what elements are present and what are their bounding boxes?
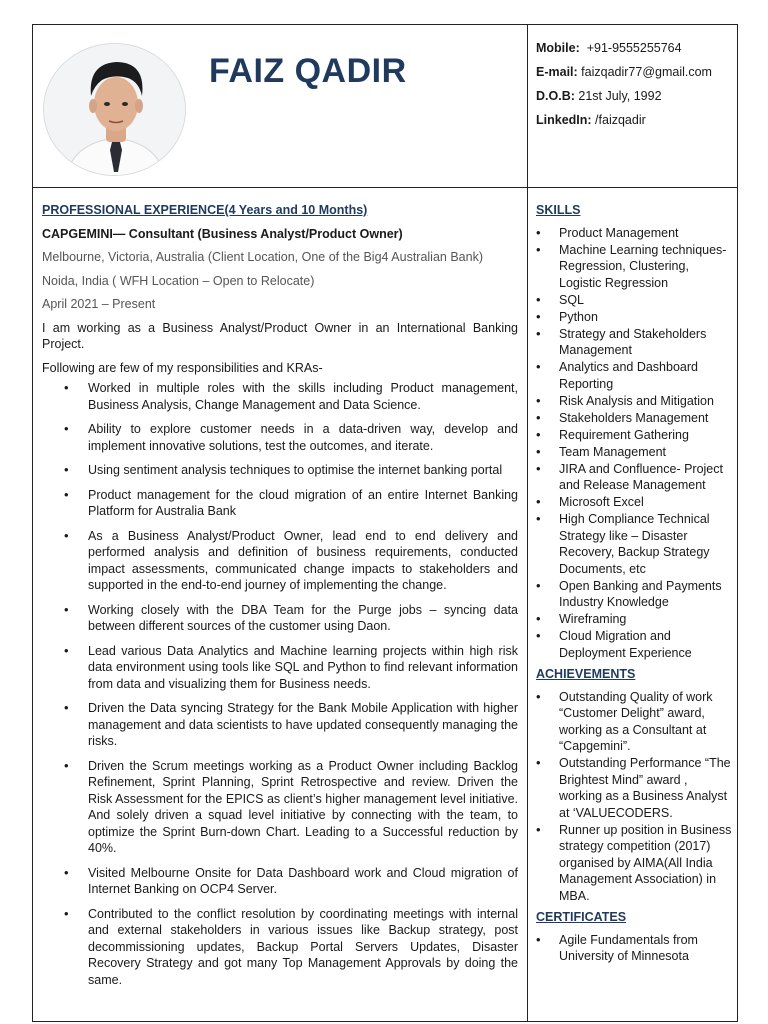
achievements-list — [536, 689, 732, 905]
sidebar-column — [536, 202, 732, 965]
list-item: • Runner up position in Business strategy competition (2017) organised by AIMA(All India Management Association) in MBA. — [536, 822, 732, 905]
email-label: E-mail: — [536, 65, 578, 79]
contact-linkedin — [536, 111, 712, 135]
experience-section — [42, 202, 518, 996]
list-item: • Machine Learning techniques- Regression, Clustering, Logistic Regression — [536, 242, 732, 292]
candidate-name: FAIZ QADIR — [209, 52, 407, 90]
skills-heading: SKILLS — [536, 203, 581, 217]
linkedin-value: /faizqadir — [595, 113, 646, 127]
column-divider — [527, 25, 528, 1021]
contact-mobile — [536, 39, 712, 63]
responsibilities-list — [42, 380, 518, 988]
list-item: • SQL — [536, 292, 732, 309]
list-item: • Microsoft Excel — [536, 494, 732, 511]
person-portrait-icon — [44, 44, 186, 176]
contact-email — [536, 63, 712, 87]
list-item: • Visited Melbourne Onsite for Data Dashboard work and Cloud migration of Internet Banking on OCP4 Server. — [42, 865, 518, 898]
mobile-label: Mobile: — [536, 41, 580, 55]
skills-list — [536, 225, 732, 662]
list-item: • Product management for the cloud migration of an entire Internet Banking Platform for Australia Bank — [42, 487, 518, 520]
list-item: • Cloud Migration and Deployment Experience — [536, 628, 732, 661]
list-item: • Driven the Data syncing Strategy for the Bank Mobile Application with higher management and data scientists to have updated consequently managing the risks. — [42, 700, 518, 750]
profile-photo — [43, 43, 186, 176]
dob-value: 21st July, 1992 — [578, 89, 662, 103]
job-location-primary: Melbourne, Victoria, Australia (Client Location, One of the Big4 Australian Bank) — [42, 250, 483, 264]
contact-dob — [536, 87, 712, 111]
list-item: • Agile Fundamentals from University of Minnesota — [536, 932, 732, 965]
list-item: • JIRA and Confluence- Project and Release Management — [536, 461, 732, 494]
list-item: • Wireframing — [536, 611, 732, 628]
resume-page — [32, 24, 738, 1022]
list-item: • Worked in multiple roles with the skills including Product management, Business Analysis, Change Management and Data Science. — [42, 380, 518, 413]
experience-heading: PROFESSIONAL EXPERIENCE(4 Years and 10 Months) — [42, 203, 368, 217]
list-item: • Contributed to the conflict resolution by coordinating meetings with internal and external stakeholders in various issues like Backup strategy, post decommissioning updates, Backup Portal Servers Updates, Disaster Recovery Strategy and got many Top Management Approvals by doing the same. — [42, 906, 518, 989]
list-item: • Python — [536, 309, 732, 326]
list-item: • Lead various Data Analytics and Machine learning projects within high risk data environment using tools like SQL and Python to find relevant information from data and visualizing them for Business needs. — [42, 643, 518, 693]
list-item: • Outstanding Performance “The Brightest Mind” award , working as a Business Analyst at ‘VALUECODERS. — [536, 755, 732, 821]
header-divider — [33, 187, 737, 188]
list-item: • Open Banking and Payments Industry Knowledge — [536, 578, 732, 611]
job-summary: I am working as a Business Analyst/Product Owner in an International Banking Project. — [42, 320, 518, 351]
list-item: • Working closely with the DBA Team for the Purge jobs – syncing data between different sources of the customer using Daon. — [42, 602, 518, 635]
certificates-heading: CERTIFICATES — [536, 910, 627, 924]
job-dates: April 2021 – Present — [42, 297, 156, 311]
mobile-value: +91-9555255764 — [586, 41, 682, 55]
list-item: • Driven the Scrum meetings working as a Product Owner including Backlog Refinement, Sprint Planning, Sprint Retrospective and review. Driven the Risk Assessment for the EPICS as client’s higher management level initiative. And solely driven a squad level initiative by connecting with the team, to optimize the Sprint Burn-down Chart. Leading to a Successful reduction by 40%. — [42, 758, 518, 857]
responsibilities-intro: Following are few of my responsibilities and KRAs- — [42, 360, 323, 375]
contact-info — [536, 39, 712, 135]
list-item: • Team Management — [536, 444, 732, 461]
dob-label: D.O.B: — [536, 89, 575, 103]
certificates-list — [536, 932, 732, 965]
list-item: • Stakeholders Management — [536, 410, 732, 427]
job-title: CAPGEMINI— Consultant (Business Analyst/Product Owner) — [42, 226, 403, 241]
achievements-heading: ACHIEVEMENTS — [536, 667, 636, 681]
linkedin-label: LinkedIn: — [536, 113, 592, 127]
list-item: • Product Management — [536, 225, 732, 242]
list-item: • Strategy and Stakeholders Management — [536, 326, 732, 359]
list-item: • As a Business Analyst/Product Owner, lead end to end delivery and performed analysis and definition of business requirements, conducted impact assessments, communicated change impacts to stakeholders and supported in the end-to-end journey of implementing the change. — [42, 528, 518, 594]
list-item: • Outstanding Quality of work “Customer Delight” award, working as a Consultant at “Capgemini”. — [536, 689, 732, 755]
list-item: • Ability to explore customer needs in a data-driven way, develop and implement innovative solutions, test the outcomes, and iterate. — [42, 421, 518, 454]
list-item: • High Compliance Technical Strategy like – Disaster Recovery, Backup Strategy Documents, etc — [536, 511, 732, 577]
list-item: • Analytics and Dashboard Reporting — [536, 359, 732, 392]
email-value: faizqadir77@gmail.com — [581, 65, 712, 79]
list-item: • Using sentiment analysis techniques to optimise the internet banking portal — [42, 462, 518, 479]
job-location-secondary: Noida, India ( WFH Location – Open to Relocate) — [42, 273, 315, 288]
list-item: • Risk Analysis and Mitigation — [536, 393, 732, 410]
list-item: • Requirement Gathering — [536, 427, 732, 444]
